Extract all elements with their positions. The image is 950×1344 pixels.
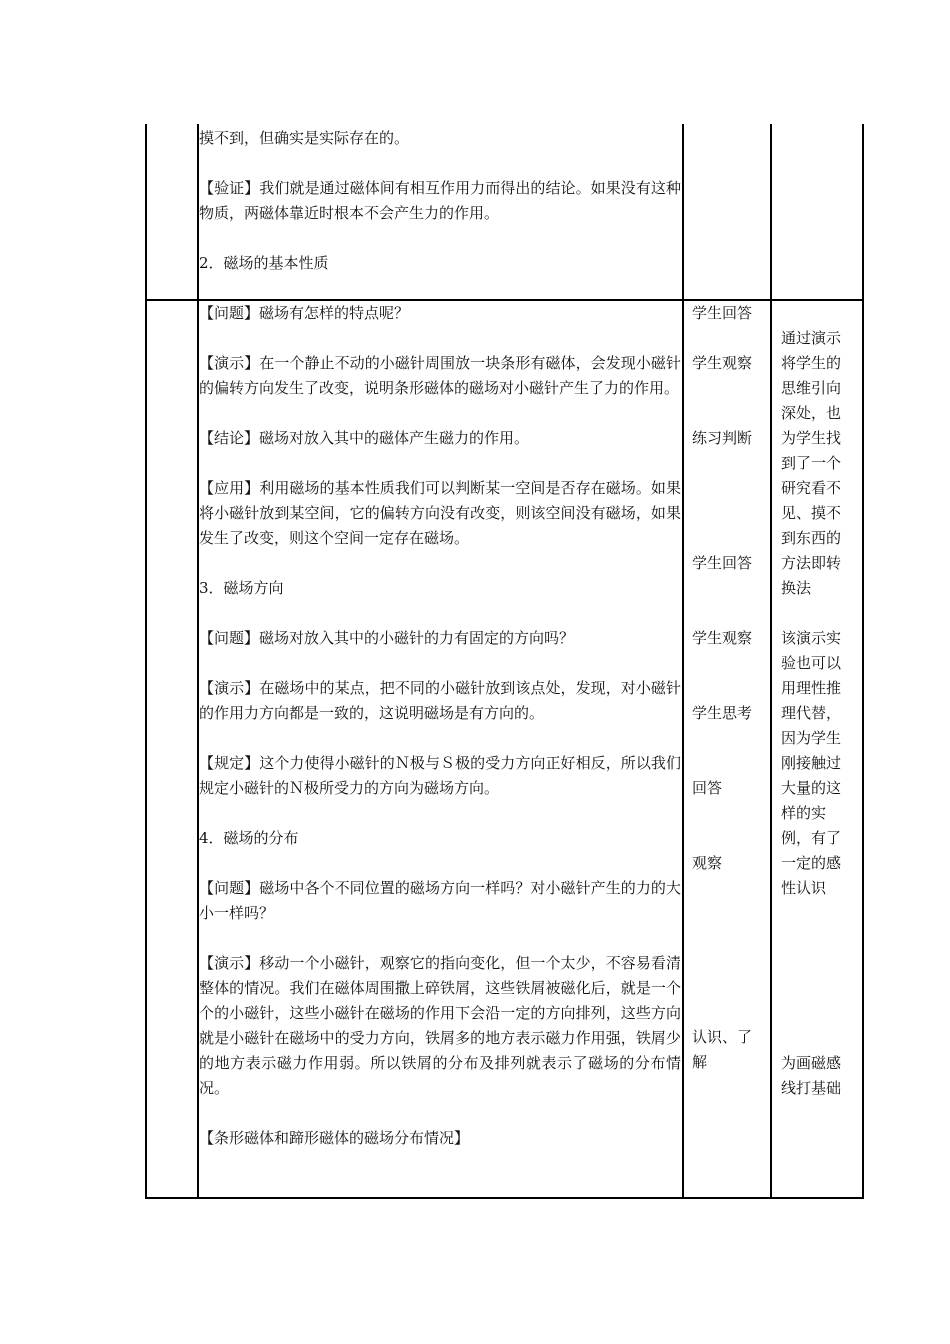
content-paragraph: 【演示】在磁场中的某点，把不同的小磁针放到该点处，发现，对小磁针的作用力方向都是一致的，这说明磁场是有方向的。: [199, 679, 681, 722]
section-heading: 2．磁场的基本性质: [199, 254, 329, 272]
activity-item: 回答: [692, 779, 723, 797]
activity-item: 学生思考: [692, 704, 753, 722]
activity-item: 认识、了: [692, 1028, 753, 1046]
table-border-bottom: [145, 1197, 864, 1199]
activity-item: 学生观察: [692, 629, 753, 647]
activity-item: 观察: [692, 854, 723, 872]
section-heading: 3．磁场方向: [199, 579, 284, 597]
activity-item: 解: [692, 1053, 708, 1071]
content-paragraph: 【问题】磁场中各个不同位置的磁场方向一样吗？对小磁针产生的力的大小一样吗？: [199, 879, 681, 922]
content-paragraph: 【结论】磁场对放入其中的磁体产生磁力的作用。: [199, 429, 530, 447]
activity-item: 学生观察: [692, 354, 753, 372]
intent-note: 该演示实验也可以用理性推理代替，因为学生刚接触过大量的这样的实例，有了一定的感性认识: [781, 629, 842, 897]
content-paragraph: 【问题】磁场对放入其中的小磁针的力有固定的方向吗？: [199, 629, 575, 647]
table-border-left-top: [145, 124, 147, 300]
design-intent-cell: [781, 326, 851, 1101]
main-content-cell: [199, 301, 681, 1151]
activity-item: 学生回答: [692, 554, 753, 572]
column-divider-2: [682, 124, 684, 1198]
table-border-left: [145, 300, 147, 1198]
student-activity-cell: [692, 301, 772, 1191]
content-paragraph: 摸不到，但确实是实际存在的。: [199, 129, 410, 147]
content-paragraph: 【演示】在一个静止不动的小磁针周围放一块条形有磁体，会发现小磁针的偏转方向发生了改变，说明条形磁体的磁场对小磁针产生了力的作用。: [199, 354, 681, 397]
intent-note: 通过演示将学生的思维引向深处，也为学生找到了一个研究看不见、摸不到东西的方法即转换法: [781, 329, 842, 597]
content-paragraph: 【条形磁体和蹄形磁体的磁场分布情况】: [199, 1129, 470, 1147]
content-paragraph: 【规定】这个力使得小磁针的Ｎ极与Ｓ极的受力方向正好相反，所以我们规定小磁针的Ｎ极所受力的方向为磁场方向。: [199, 754, 681, 797]
activity-item: 练习判断: [692, 429, 753, 447]
content-paragraph: 【问题】磁场有怎样的特点呢？: [199, 304, 410, 322]
top-content-cell: [199, 126, 681, 276]
content-paragraph: 【应用】利用磁场的基本性质我们可以判断某一空间是否存在磁场。如果将小磁针放到某空间，它的偏转方向没有改变，则该空间没有磁场，如果发生了改变，则这个空间一定存在磁场。: [199, 479, 681, 547]
content-paragraph: 【验证】我们就是通过磁体间有相互作用力而得出的结论。如果没有这种物质，两磁体靠近时根本不会产生力的作用。: [199, 179, 681, 222]
content-paragraph: 【演示】移动一个小磁针，观察它的指向变化，但一个太少，不容易看清整体的情况。我们在磁体周围撒上碎铁屑，这些铁屑被磁化后，就是一个个的小磁针，这些小磁针在磁场的作用下会沿一定的方向排列，这些方向就是小磁针在磁场中的受力方向，铁屑多的地方表示磁力作用强，铁屑少的地方表示磁力作用弱。所以铁屑的分布及排列就表示了磁场的分布情况。: [199, 954, 681, 1097]
intent-note: 为画磁感线打基础: [781, 1054, 842, 1097]
table-border-right: [862, 124, 864, 1198]
section-heading: 4．磁场的分布: [199, 829, 299, 847]
activity-item: 学生回答: [692, 304, 753, 322]
